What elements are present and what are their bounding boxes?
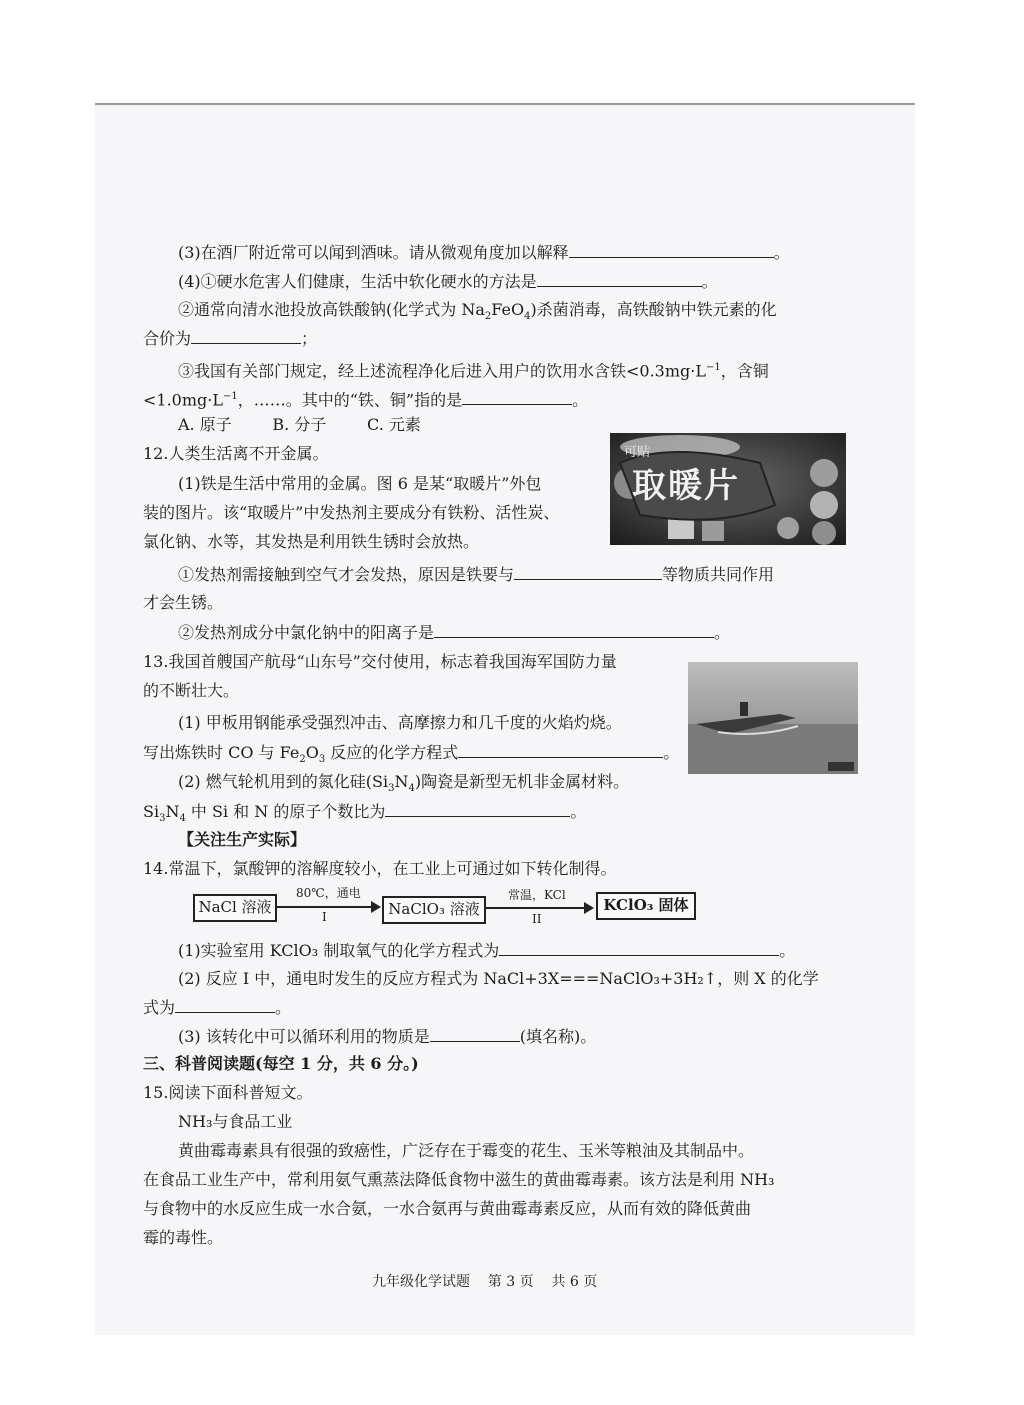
q11-options: A. 原子 B. 分子 C. 元素: [178, 415, 421, 434]
heat-pack-title: 取暖片: [632, 466, 740, 506]
section-3-title: 三、科普阅读题(每空 1 分，共 6 分。): [143, 1054, 419, 1073]
q14-part3: (3) 该转化中可以循环利用的物质是 (填名称)。: [178, 1027, 597, 1046]
q12-part2: ②发热剂成分中氯化钠中的阳离子是 。: [178, 623, 731, 642]
q13-stem-cont: 的不断壮大。: [143, 681, 240, 700]
section-focus-production: 【关注生产实际】: [178, 830, 307, 849]
q12-part1: ①发热剂需接触到空气才会发热，原因是铁要与 等物质共同作用: [178, 565, 775, 584]
flow-arrow-2-label: II: [532, 912, 542, 926]
q11-part4-2: ②通常向清水池投放高铁酸钠(化学式为 $Na_2FeO_4$)杀菌消毒，高铁酸钠中铁元素的化: [178, 300, 777, 323]
q11-part4-3: ③我国有关部门规定，经上述流程净化后进入用户的饮用水含铁$<0.3mg\cdot L^{-1}$，含铜: [178, 361, 769, 381]
q15-paragraph-line-2: 在食品工业生产中，常利用氨气熏蒸法降低食物中滋生的黄曲霉毒素。该方法是利用 NH₃: [143, 1170, 775, 1189]
q13-part2: (2) 燃气轮机用到的氮化硅$(Si_3N_4)$陶瓷是新型无机非金属材料。: [178, 772, 630, 795]
heat-pack-subtitle: 可贴: [624, 445, 651, 460]
q12-text-2: 装的图片。该“取暖片”中发热剂主要成分有铁粉、活性炭、: [143, 503, 560, 522]
q15-paragraph-line-4: 霉的毒性。: [143, 1228, 224, 1247]
flow-box-kclo3: KClO₃ 固体: [596, 892, 696, 920]
aircraft-carrier-illustration: [688, 662, 858, 774]
q14-part1: (1)实验室用 KClO₃ 制取氧气的化学方程式为 。: [178, 941, 796, 960]
flow-arrowhead-1: [371, 901, 381, 913]
page-footer: 九年级化学试题 第 3 页 共 6 页: [372, 1274, 598, 1290]
flow-box-naclo3: NaClO₃ 溶液: [382, 896, 486, 924]
q15-paragraph-line-1: 黄曲霉毒素具有很强的致癌性，广泛存在于霉变的花生、玉米等粮油及其制品中。: [178, 1141, 755, 1160]
q14-part2: (2) 反应 I 中，通电时发生的反应方程式为 NaCl+3X===NaClO₃+3H₂↑，则 X 的化学: [178, 969, 819, 988]
flow-arrow-1-condition: 80℃，通电: [296, 886, 361, 900]
q12-stem: 12.人类生活离不开金属。: [143, 444, 329, 463]
q11-part4-2-cont: 合价为 ；: [143, 329, 318, 348]
q11-part3: (3)在酒厂附近常可以闻到酒味。请从微观角度加以解释 。: [178, 243, 790, 262]
q15-stem: 15.阅读下面科普短文。: [143, 1083, 313, 1102]
q15-article-title: NH₃与食品工业: [178, 1112, 293, 1131]
q14-part2-cont: 式为 。: [143, 998, 292, 1017]
q15-paragraph-line-3: 与食物中的水反应生成一水合氨，一水合氨再与黄曲霉毒素反应，从而有效的降低黄曲: [143, 1199, 752, 1218]
q13-part1: (1) 甲板用钢能承受强烈冲击、高摩擦力和几千度的火焰灼烧。: [178, 713, 622, 732]
q11-part4-1: (4)①硬水危害人们健康，生活中软化硬水的方法是 。: [178, 272, 718, 291]
q13-part1-cont: 写出炼铁时 CO 与 $Fe_2O_3$ 反应的化学方程式 。: [143, 743, 680, 766]
q12-text-3: 氯化钠、水等，其发热是利用铁生锈时会放热。: [143, 532, 480, 551]
q12-text-1: (1)铁是生活中常用的金属。图 6 是某“取暖片”外包: [178, 474, 542, 493]
q11-part4-3-cont: $<1.0mg\cdot L^{-1}$，……。其中的“铁、铜”指的是 。: [143, 390, 589, 410]
flow-arrow-2: [484, 907, 584, 909]
carrier-photo: [688, 662, 858, 774]
q13-stem: 13.我国首艘国产航母“山东号”交付使用，标志着我国海军国防力量: [143, 652, 617, 671]
q12-part1-cont: 才会生锈。: [143, 593, 224, 612]
flow-arrow-2-condition: 常温，KCl: [508, 888, 566, 902]
flow-box-nacl: NaCl 溶液: [193, 894, 277, 922]
flow-arrow-1: [275, 906, 371, 908]
q14-stem: 14.常温下，氯酸钾的溶解度较小，在工业上可通过如下转化制得。: [143, 859, 617, 878]
flow-arrow-1-label: I: [322, 910, 327, 924]
flow-arrowhead-2: [584, 902, 594, 914]
q13-part2-cont: $Si_3N_4$ 中 Si 和 N 的原子个数比为 。: [143, 802, 587, 825]
